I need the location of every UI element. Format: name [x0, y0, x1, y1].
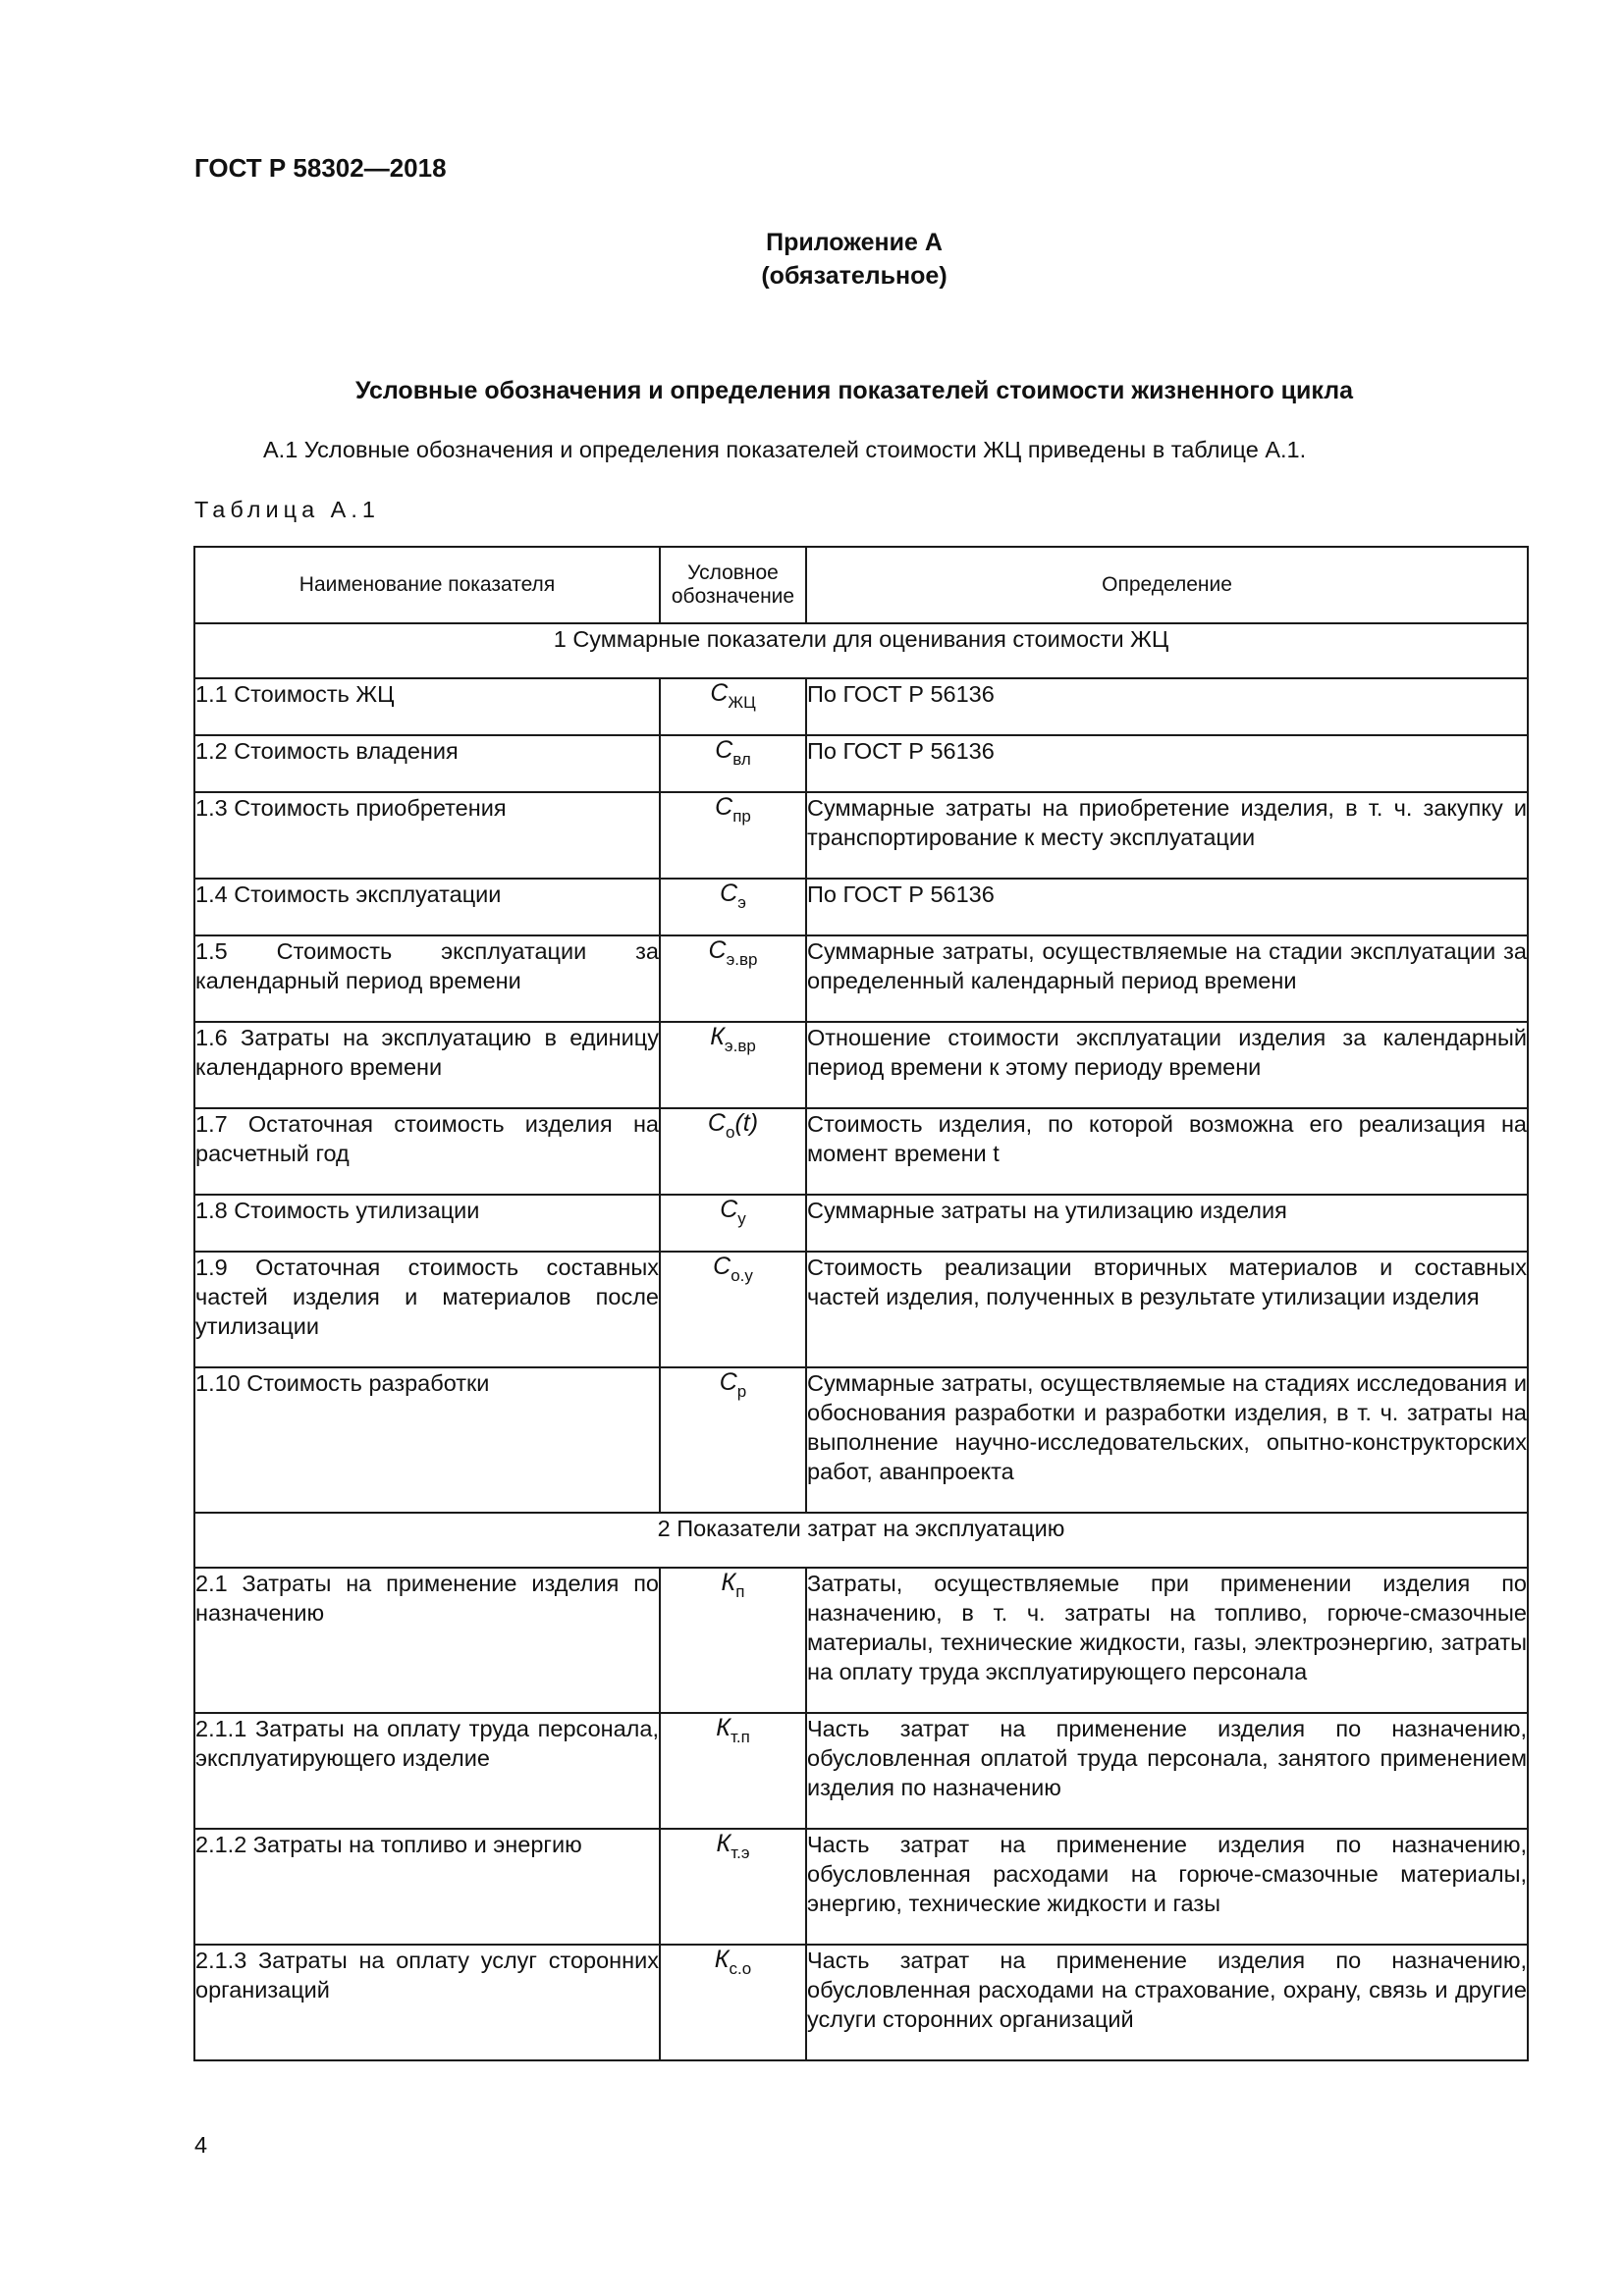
- indicator-definition: Стоимость реализации вторичных материалов и составных частей изделия, полученных в результате утилизации изделия: [806, 1252, 1528, 1367]
- symbol-subscript: о.у: [731, 1266, 753, 1285]
- indicator-definition: Суммарные затраты на утилизацию изделия: [806, 1195, 1528, 1252]
- table-row: [194, 1568, 1528, 1713]
- annex-heading: [0, 226, 1624, 293]
- table-row: [194, 1252, 1528, 1367]
- table-row: [194, 935, 1528, 1022]
- symbol-subscript: т.п: [730, 1728, 750, 1746]
- indicator-name: 2.1 Затраты на применение изделия по назначению: [194, 1568, 660, 1713]
- indicator-name: 2.1.1 Затраты на оплату труда персонала, эксплуатирующего изделие: [194, 1713, 660, 1829]
- indicator-symbol: [660, 1195, 806, 1252]
- symbol-letter: С: [720, 880, 738, 907]
- section-title: Условные обозначения и определения показателей стоимости жизненного цикла: [354, 377, 1353, 404]
- indicator-definition: Суммарные затраты на приобретение изделия, в т. ч. закупку и транспортирование к месту эксплуатации: [806, 792, 1528, 879]
- symbol-subscript: пр: [732, 807, 751, 826]
- indicator-symbol: [660, 1252, 806, 1367]
- indicator-definition: По ГОСТ Р 56136: [806, 879, 1528, 935]
- page-number: 4: [194, 2132, 208, 2158]
- table-row: [194, 1829, 1528, 1945]
- indicator-symbol: [660, 1568, 806, 1713]
- document-code: ГОСТ Р 58302—2018: [194, 153, 447, 183]
- table-row: [194, 1945, 1528, 2060]
- indicator-symbol: [660, 879, 806, 935]
- symbol-subscript: э.вр: [724, 1037, 756, 1055]
- indicator-definition: Стоимость изделия, по которой возможна его реализация на момент времени t: [806, 1108, 1528, 1195]
- indicator-definition: По ГОСТ Р 56136: [806, 678, 1528, 735]
- indicator-definition: По ГОСТ Р 56136: [806, 735, 1528, 792]
- indicator-name: 2.1.3 Затраты на оплату услуг сторонних организаций: [194, 1945, 660, 2060]
- header-symbol-line1: Условное: [687, 561, 779, 584]
- table-body: [194, 623, 1528, 2060]
- indicator-name: 1.8 Стоимость утилизации: [194, 1195, 660, 1252]
- indicators-table: [193, 546, 1529, 2061]
- symbol-letter: С: [715, 793, 733, 821]
- annex-title: Приложение А: [766, 229, 943, 256]
- symbol-subscript: о: [725, 1123, 735, 1142]
- symbol-subscript: у: [737, 1209, 746, 1228]
- symbol-subscript: р: [736, 1382, 747, 1401]
- indicator-symbol: [660, 1713, 806, 1829]
- indicator-definition: Часть затрат на применение изделия по назначению, обусловленная расходами на горюче-смазочные материалы, энергию, технические жидкости и газы: [806, 1829, 1528, 1945]
- symbol-letter: С: [719, 1368, 737, 1396]
- indicator-name: 1.1 Стоимость ЖЦ: [194, 678, 660, 735]
- header-symbol-line2: обозначение: [671, 585, 795, 608]
- symbol-letter: С: [715, 736, 733, 764]
- symbol-subscript: п: [735, 1582, 745, 1601]
- table-row: [194, 1713, 1528, 1829]
- indicator-name: 1.5 Стоимость эксплуатации за календарный период времени: [194, 935, 660, 1022]
- indicator-name: 1.3 Стоимость приобретения: [194, 792, 660, 879]
- symbol-letter: К: [721, 1569, 736, 1596]
- indicator-name: 1.2 Стоимость владения: [194, 735, 660, 792]
- indicator-definition: Суммарные затраты, осуществляемые на стадиях исследования и обоснования разработки и разработки изделия, в т. ч. затраты на выполнение научно-исследовательских, опытно-конструкторских работ, аванпроекта: [806, 1367, 1528, 1513]
- indicator-name: 1.10 Стоимость разработки: [194, 1367, 660, 1513]
- indicator-symbol: [660, 678, 806, 735]
- table-row: [194, 1108, 1528, 1195]
- symbol-argument: (t): [734, 1109, 759, 1137]
- indicator-name: 1.4 Стоимость эксплуатации: [194, 879, 660, 935]
- indicator-definition: Часть затрат на применение изделия по назначению, обусловленная оплатой труда персонала, занятого применением изделия по назначению: [806, 1713, 1528, 1829]
- indicator-name: 1.7 Остаточная стоимость изделия на расчетный год: [194, 1108, 660, 1195]
- header-symbol: [660, 547, 806, 623]
- symbol-letter: С: [713, 1253, 731, 1280]
- indicator-definition: Суммарные затраты, осуществляемые на стадии эксплуатации за определенный календарный период времени: [806, 935, 1528, 1022]
- indicator-symbol: [660, 792, 806, 879]
- symbol-subscript: вл: [732, 750, 751, 769]
- indicator-name: 2.1.2 Затраты на топливо и энергию: [194, 1829, 660, 1945]
- table-header-row: [194, 547, 1528, 623]
- group-row: [194, 623, 1528, 678]
- table-row: [194, 735, 1528, 792]
- indicator-name: 1.6 Затраты на эксплуатацию в единицу календарного времени: [194, 1022, 660, 1108]
- table-row: [194, 678, 1528, 735]
- table-row: [194, 1367, 1528, 1513]
- indicator-symbol: [660, 1829, 806, 1945]
- indicator-symbol: [660, 1022, 806, 1108]
- indicator-definition: Часть затрат на применение изделия по назначению, обусловленная расходами на страхование, охрану, связь и другие услуги сторонних организаций: [806, 1945, 1528, 2060]
- indicator-name: 1.9 Остаточная стоимость составных частей изделия и материалов после утилизации: [194, 1252, 660, 1367]
- indicator-symbol: [660, 735, 806, 792]
- symbol-letter: К: [714, 1946, 730, 1973]
- indicator-definition: Отношение стоимости эксплуатации изделия за календарный период времени к этому периоду времени: [806, 1022, 1528, 1108]
- symbol-letter: С: [710, 679, 729, 707]
- symbol-subscript: ЖЦ: [728, 693, 756, 712]
- symbol-letter: С: [707, 1109, 726, 1137]
- table-row: [194, 1022, 1528, 1108]
- table-row: [194, 792, 1528, 879]
- header-definition: Определение: [806, 547, 1528, 623]
- annex-status: (обязательное): [761, 262, 947, 290]
- symbol-letter: К: [716, 1830, 731, 1857]
- symbol-letter: К: [710, 1023, 725, 1050]
- symbol-letter: С: [720, 1196, 738, 1223]
- indicator-definition: Затраты, осуществляемые при применении изделия по назначению, в т. ч. затраты на топливо, горюче-смазочные материалы, технические жидкости, газы, электроэнергию, затраты на оплату труда эксплуатирующего персонала: [806, 1568, 1528, 1713]
- symbol-subscript: э.вр: [726, 950, 758, 969]
- indicator-symbol: [660, 935, 806, 1022]
- table-row: [194, 1195, 1528, 1252]
- symbol-letter: К: [716, 1714, 731, 1741]
- group-row: [194, 1513, 1528, 1568]
- table-label: Таблица А.1: [194, 497, 380, 522]
- group-title: 1 Суммарные показатели для оценивания стоимости ЖЦ: [194, 623, 1528, 678]
- symbol-subscript: э: [737, 893, 746, 912]
- table-row: [194, 879, 1528, 935]
- indicator-symbol: [660, 1108, 806, 1195]
- symbol-subscript: с.о: [729, 1959, 752, 1978]
- symbol-subscript: т.э: [731, 1843, 750, 1862]
- group-title: 2 Показатели затрат на эксплуатацию: [194, 1513, 1528, 1568]
- header-name: Наименование показателя: [194, 547, 660, 623]
- indicator-symbol: [660, 1367, 806, 1513]
- indicator-symbol: [660, 1945, 806, 2060]
- symbol-letter: С: [708, 936, 727, 964]
- intro-paragraph: А.1 Условные обозначения и определения показателей стоимости ЖЦ приведены в таблице А.1.: [263, 437, 1307, 462]
